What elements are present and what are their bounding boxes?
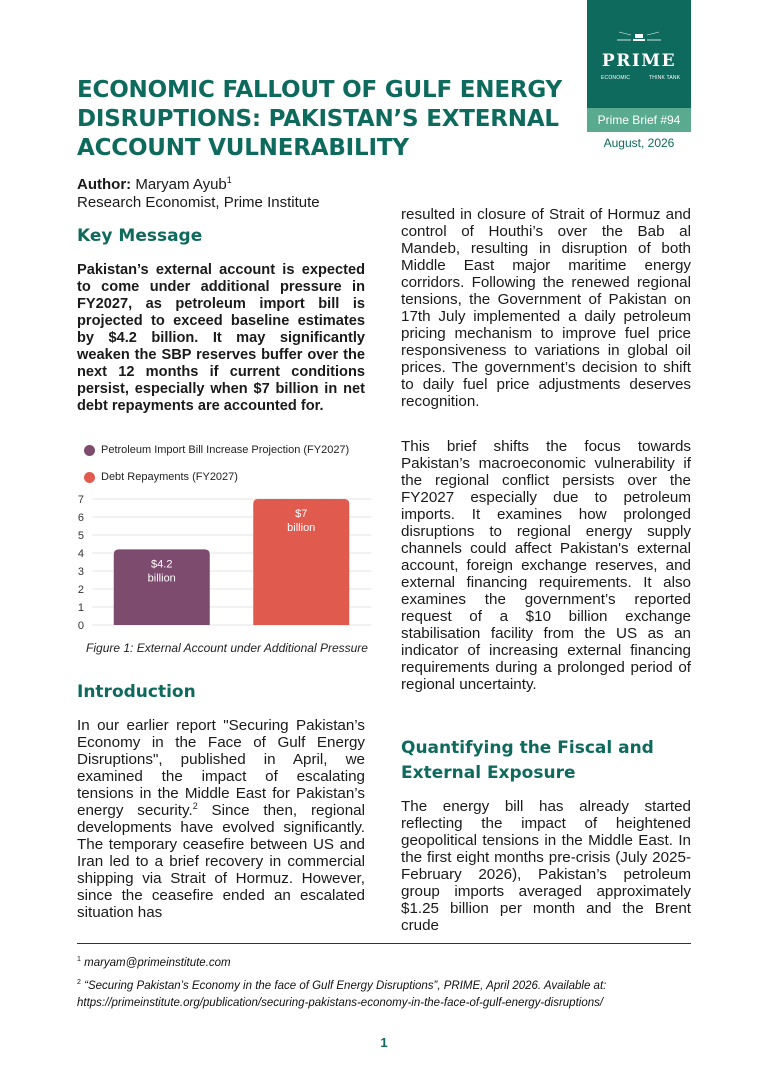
introduction-text-b: Since then, regional developments have evolved significantly. The temporary ceasefire between US and Iran led to a brief recovery in commercial shipping via Strait of Hormuz. However, since the ceasefire ended an escalated situation has (77, 802, 365, 921)
data-label: $7 (295, 508, 308, 520)
quantifying-heading-line-1: Quantifying the Fiscal and (401, 738, 654, 758)
legend-swatch (84, 472, 95, 483)
quantifying-heading-line-2: External Exposure (401, 763, 576, 783)
right-paragraph-1: resulted in closure of Strait of Hormuz and control of Houthi’s over the Bab al Mandeb, resulting in disruption of both Middle East major maritime energy corridors. Following the renewed regional tensions, the Government of Pakistan on 17th July implemented a daily petroleum pricing mechanism to improve fuel price responsiveness to variations in global oil prices. The government’s decision to shift to daily fuel price adjustments deserves recognition. (401, 206, 691, 410)
y-tick-label: 5 (77, 530, 84, 542)
author-label: Author: (77, 176, 132, 193)
footnote-divider (77, 943, 691, 944)
brief-number: Prime Brief #94 (587, 108, 691, 132)
key-message-text: Pakistan’s external account is expected to come under additional pressure in FY2027, as petroleum import bill is projected to exceed baseline estimates by $4.2 billion. It may significantly weaken the SBP reserves buffer over the next 12 months if current conditions persist, especially when $7 billion in net debt repayments are accounted for. (77, 262, 365, 414)
introduction-heading: Introduction (77, 682, 196, 702)
y-tick-label: 6 (77, 512, 84, 524)
legend-label: Petroleum Import Bill Increase Projection (FY2027) (101, 444, 350, 456)
bar-chart (66, 487, 376, 635)
legend-item-debt (84, 471, 238, 483)
page-title: ECONOMIC FALLOUT OF GULF ENERGY DISRUPTIONS: PAKISTAN’S EXTERNAL ACCOUNT VULNERABILITY (77, 77, 562, 161)
legend-label: Debt Repayments (FY2027) (101, 471, 238, 483)
introduction-text (77, 717, 365, 921)
footnote-1-number: 1 (77, 956, 81, 963)
y-tick-label: 1 (77, 602, 84, 614)
footnote-1-text: maryam@primeinstitute.com (84, 956, 231, 969)
legend-swatch (84, 445, 95, 456)
footnote-1 (77, 951, 691, 972)
author-name: Maryam Ayub (135, 176, 227, 193)
footnote-2-number: 2 (77, 979, 81, 986)
footnote-2 (77, 974, 691, 1012)
data-label: billion (147, 572, 176, 585)
footnote-ref-2: 2 (192, 800, 198, 811)
y-tick-label: 4 (77, 548, 84, 560)
figure-caption: Figure 1: External Account under Additional Pressure (86, 641, 368, 655)
y-tick-label: 7 (77, 494, 84, 506)
key-message-heading: Key Message (77, 226, 203, 246)
brand-sub-left: ECONOMIC (601, 75, 631, 81)
brand-wordmark: PRIME (601, 51, 677, 71)
brand-sub-right: THINK TANK (649, 75, 681, 81)
brand-panel (587, 0, 691, 132)
right-paragraph-2: This brief shifts the focus towards Pakistan’s macroeconomic vulnerability if the regional conflict persists over the FY2027 especially due to petroleum imports. It examines how prolonged disruptions to regional energy supply channels could affect Pakistan's external account, foreign exchange reserves, and external financing requirements. It also examines the government’s reported request of a $10 billion exchange stabilisation facility from the US as an indicator of increasing external financing requirements during a prolonged period of regional uncertainty. (401, 438, 691, 693)
data-label: billion (287, 522, 316, 534)
y-tick-label: 2 (77, 584, 84, 596)
y-tick-label: 3 (77, 566, 84, 578)
data-label: $4.2 (151, 558, 173, 571)
right-paragraph-3: The energy bill has already started reflecting the impact of heightened geopolitical tensions in the Middle East. In the first eight months pre-crisis (July 2025-February 2026), Pakistan’s petroleum group imports averaged approximately $1.25 billion per month and the Brent crude (401, 798, 691, 934)
author-role: Research Economist, Prime Institute (77, 194, 320, 211)
legend-item-petroleum (84, 444, 349, 456)
y-tick-label: 0 (77, 620, 84, 632)
author-footnote-ref: 1 (226, 175, 232, 185)
publication-date: August, 2026 (603, 136, 675, 150)
footnote-2-text: “Securing Pakistan’s Economy in the face of Gulf Energy Disruptions”, PRIME, April 2026. Available at: https://primeinstitute.org/publication/securing-pakistans-economy-in-the-face-of-gulf-energy-disruptions/ (77, 979, 607, 1009)
page-number: 1 (380, 1035, 388, 1050)
author-block (77, 171, 320, 212)
introduction-text-a: In our earlier report "Securing Pakistan’s Economy in the Face of Gulf Energy Disruptions", published in April, we examined the impact of escalating tensions in the Middle East for Pakistan’s energy security. (77, 717, 365, 819)
